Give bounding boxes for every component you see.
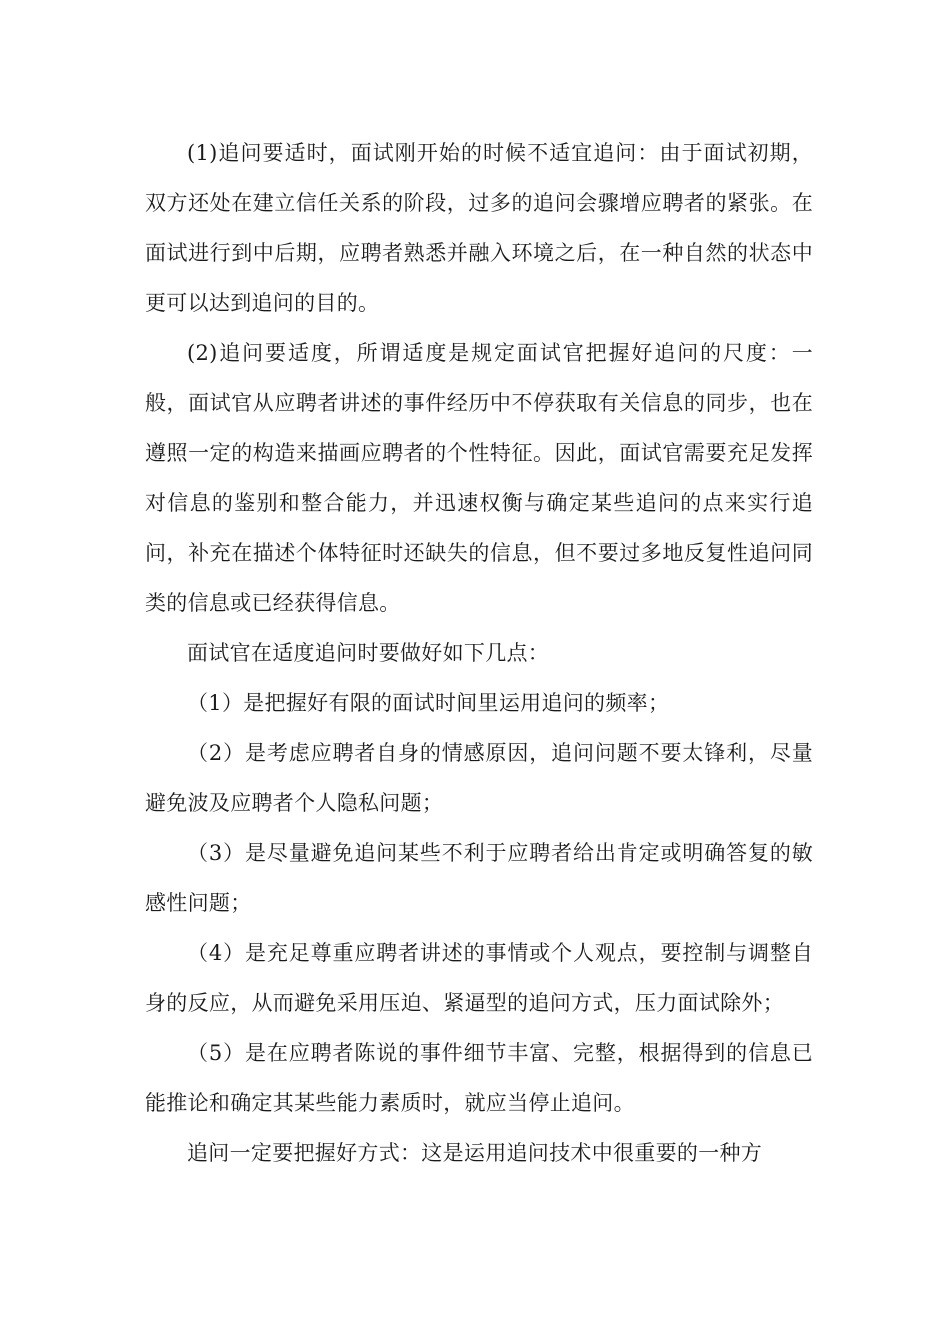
list-item-point-5: （5）是在应聘者陈说的事件细节丰富、完整，根据得到的信息已能推论和确定其某些能力素质时，就应当停止追问。	[145, 1041, 813, 1115]
paragraph-timing: (1)追问要适时，面试刚开始的时候不适宜追问：由于面试初期，双方还处在建立信任关系的阶段，过多的追问会骤增应聘者的紧张。在面试进行到中后期，应聘者熟悉并融入环境之后，在一种自然的状态中更可以达到追问的目的。	[145, 141, 813, 315]
list-item-point-3: （3）是尽量避免追问某些不利于应聘者给出肯定或明确答复的敏感性问题；	[145, 841, 813, 915]
list-item-point-1: （1）是把握好有限的面试时间里运用追问的频率；	[187, 691, 670, 715]
paragraph-points-intro: 面试官在适度追问时要做好如下几点：	[187, 641, 550, 665]
paragraph-method: 追问一定要把握好方式：这是运用追问技术中很重要的一种方	[187, 1141, 763, 1165]
paragraph-degree: (2)追问要适度，所谓适度是规定面试官把握好追问的尺度：一般，面试官从应聘者讲述的事件经历中不停获取有关信息的同步，也在遵照一定的构造来描画应聘者的个性特征。因此，面试官需要充足发挥对信息的鉴别和整合能力，并迅速权衡与确定某些追问的点来实行追问，补充在描述个体特征时还缺失的信息，但不要过多地反复性追问同类的信息或已经获得信息。	[145, 341, 813, 615]
list-item-point-4: （4）是充足尊重应聘者讲述的事情或个人观点，要控制与调整自身的反应，从而避免采用压迫、紧逼型的追问方式，压力面试除外；	[145, 941, 813, 1015]
document-body	[145, 128, 813, 1178]
list-item-point-2: （2）是考虑应聘者自身的情感原因，追问问题不要太锋利，尽量避免波及应聘者个人隐私问题；	[145, 741, 813, 815]
